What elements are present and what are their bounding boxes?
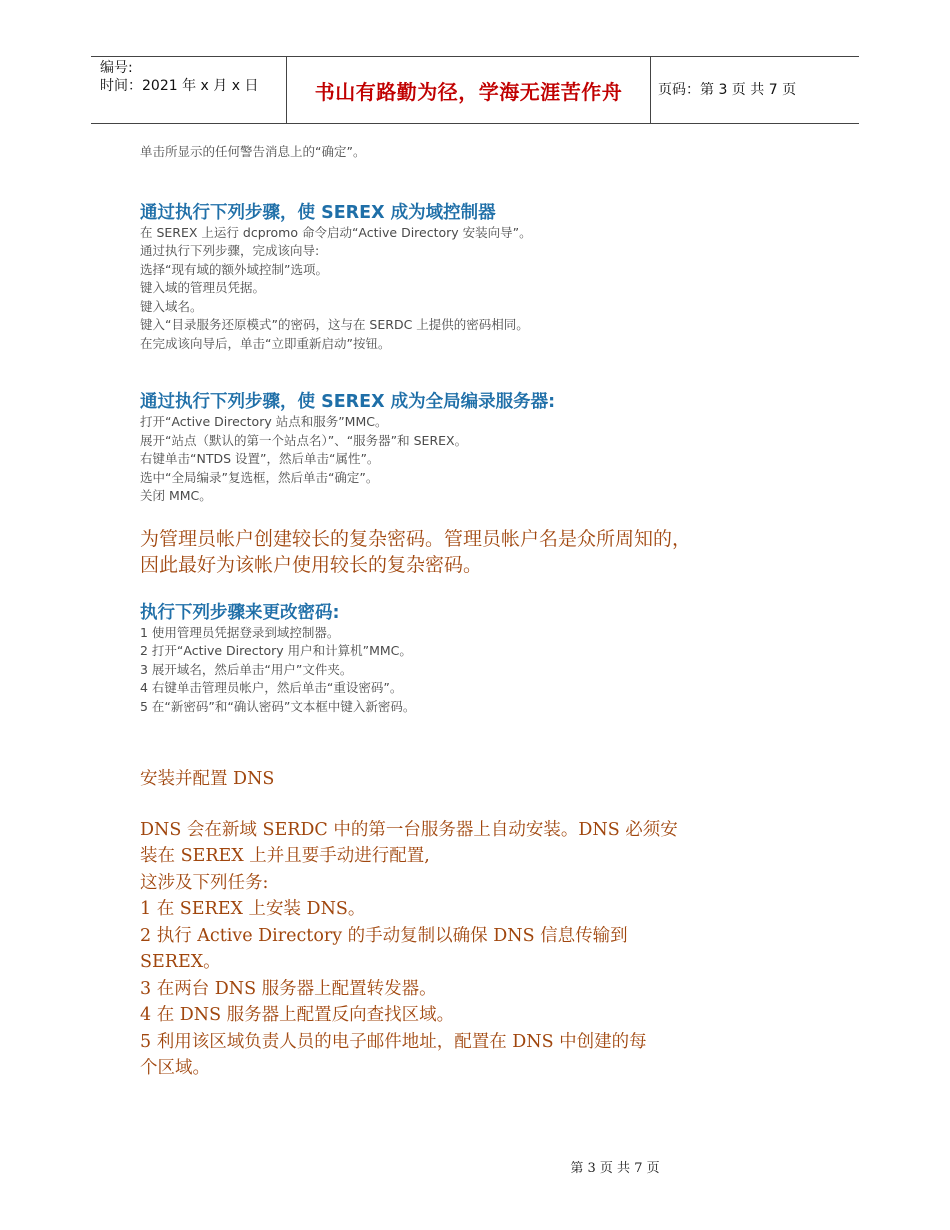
step-line: 5 在“新密码”和“确认密码”文本框中键入新密码。 — [140, 698, 416, 714]
section-title-domain-controller: 通过执行下列步骤，使 SEREX 成为域控制器 — [140, 202, 496, 223]
note-line: 因此最好为该帐户使用较长的复杂密码。 — [140, 553, 483, 576]
dns-line: 3 在两台 DNS 服务器上配置转发器。 — [140, 978, 437, 999]
header-page-label: 页码：第 3 页 共 7 页 — [658, 82, 797, 98]
section3-steps — [140, 624, 830, 717]
section2-steps — [140, 413, 830, 506]
note-line: 为管理员帐户创建较长的复杂密码。管理员帐户名是众所周知的， — [140, 527, 692, 550]
step-line: 右键单击“NTDS 设置”，然后单击“属性”。 — [140, 451, 380, 466]
page-header — [91, 56, 859, 124]
step-line: 关闭 MMC。 — [140, 488, 212, 503]
section-title-global-catalog: 通过执行下列步骤，使 SEREX 成为全局编录服务器: — [140, 392, 556, 412]
document-time-label: 时间：2021 年 x 月 x 日 — [100, 78, 259, 94]
header-meta — [100, 59, 258, 95]
dns-section-body — [140, 817, 830, 1082]
password-note — [140, 526, 830, 578]
section1-steps — [140, 224, 830, 354]
section-title-change-password: 执行下列步骤来更改密码: — [140, 602, 340, 623]
step-line: 通过执行下列步骤，完成该向导: — [140, 243, 320, 258]
header-motto: 书山有路勤为径，学海无涯苦作舟 — [286, 57, 651, 123]
document-body — [140, 143, 830, 1082]
intro-text: 单击所显示的任何警告消息上的“确定”。 — [140, 144, 366, 159]
dns-line: 5 利用该区域负责人员的电子邮件地址，配置在 DNS 中创建的每 — [140, 1031, 647, 1052]
dns-line: 4 在 DNS 服务器上配置反向查找区域。 — [140, 1005, 455, 1025]
step-line: 4 右键单击管理员帐户，然后单击“重设密码”。 — [140, 680, 403, 695]
dns-section-title: 安装并配置 DNS — [140, 769, 275, 789]
step-line: 打开“Active Directory 站点和服务”MMC。 — [140, 414, 388, 429]
dns-line: 个区域。 — [140, 1058, 210, 1078]
dns-line: DNS 会在新域 SERDC 中的第一台服务器上自动安装。DNS 必须安 — [140, 819, 678, 840]
step-line: 键入“目录服务还原模式”的密码，这与在 SERDC 上提供的密码相同。 — [140, 317, 529, 332]
dns-line: 这涉及下列任务: — [140, 872, 269, 893]
document-number-label: 编号: — [100, 60, 133, 76]
page-footer: 第 3 页 共 7 页 — [570, 1161, 660, 1176]
step-line: 展开“站点（默认的第一个站点名）”、“服务器”和 SEREX。 — [140, 432, 468, 448]
dns-line: 装在 SEREX 上并且要手动进行配置, — [140, 846, 430, 866]
dns-line: SEREX。 — [140, 952, 221, 972]
step-line: 在 SEREX 上运行 dcpromo 命令启动“Active Directory 安装向导”。 — [140, 224, 532, 240]
step-line: 键入域的管理员凭据。 — [140, 280, 266, 295]
step-line: 1 使用管理员凭据登录到域控制器。 — [140, 624, 340, 640]
step-line: 3 展开域名，然后单击“用户”文件夹。 — [140, 661, 353, 677]
step-line: 在完成该向导后，单击“立即重新启动”按钮。 — [140, 335, 391, 351]
step-line: 键入域名。 — [140, 298, 203, 314]
step-line: 2 打开“Active Directory 用户和计算机”MMC。 — [140, 643, 412, 658]
dns-line: 2 执行 Active Directory 的手动复制以确保 DNS 信息传输到 — [140, 925, 628, 946]
dns-line: 1 在 SEREX 上安装 DNS。 — [140, 899, 366, 919]
step-line: 选择“现有域的额外域控制”选项。 — [140, 261, 328, 277]
step-line: 选中“全局编录”复选框，然后单击“确定”。 — [140, 469, 379, 485]
